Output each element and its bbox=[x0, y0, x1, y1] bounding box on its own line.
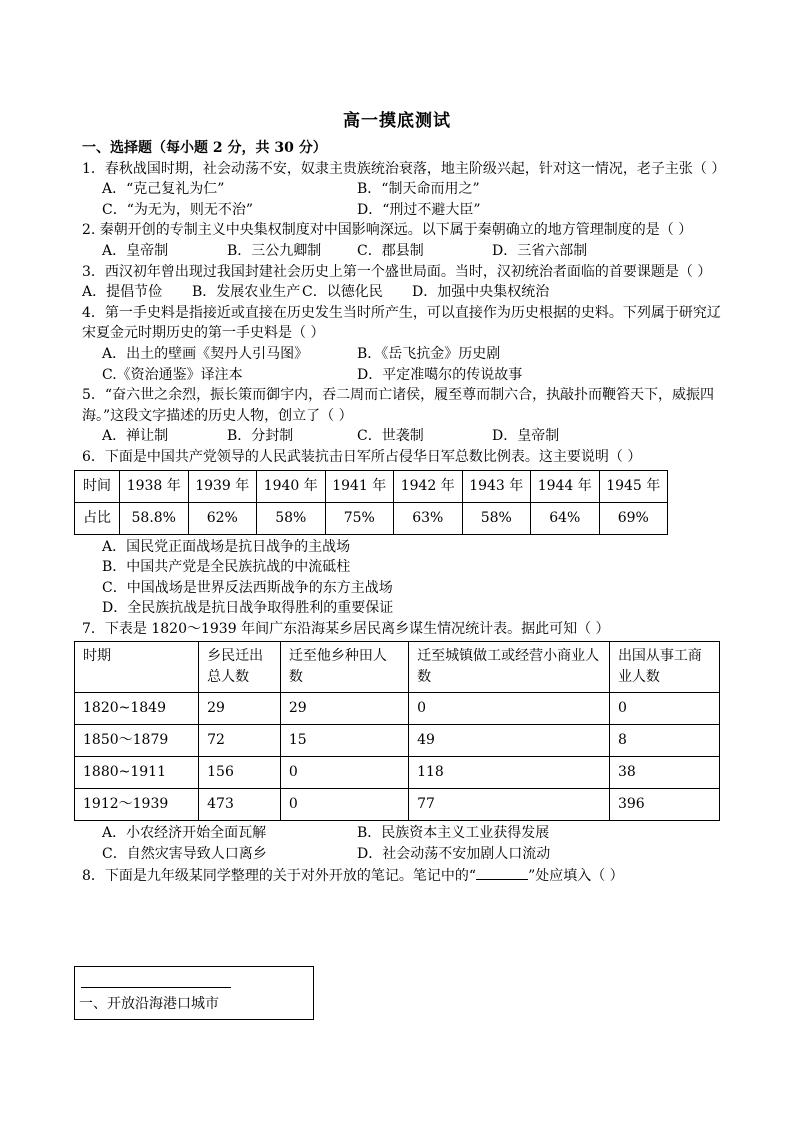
note-blank-line bbox=[81, 987, 231, 988]
table-cell: 1940 年 bbox=[257, 470, 326, 502]
question-1-stem: 1．春秋战国时期，社会动荡不安，奴隶主贵族统治衰落，地主阶级兴起，针对这一情况，老子主张（ ） bbox=[82, 160, 726, 177]
table-row bbox=[75, 757, 720, 789]
table-header-cell: 迁至他乡种田人数 bbox=[280, 642, 408, 693]
table-row bbox=[75, 502, 668, 534]
question-6-table bbox=[74, 470, 668, 535]
table-row bbox=[75, 693, 720, 725]
page-title: 高一摸底测试 bbox=[343, 111, 451, 131]
question-3-options bbox=[82, 282, 722, 303]
question-1-options bbox=[82, 179, 722, 220]
table-cell: 1820~1849 bbox=[75, 693, 199, 725]
option-c[interactable]: C．以德化民 bbox=[302, 284, 383, 301]
option-c[interactable]: C．中国战场是世界反法西斯战争的东方主战场 bbox=[102, 579, 393, 596]
option-b[interactable]: B．三公九卿制 bbox=[227, 242, 322, 259]
table-cell: 0 bbox=[609, 693, 719, 725]
question-4-options bbox=[82, 344, 722, 385]
question-6-options bbox=[82, 537, 722, 619]
table-row bbox=[75, 725, 720, 757]
table-header-row bbox=[75, 642, 720, 693]
table-cell: 118 bbox=[409, 757, 610, 789]
table-cell: 473 bbox=[199, 789, 281, 821]
option-a[interactable]: A．国民党正面战场是抗日战争的主战场 bbox=[102, 538, 351, 555]
table-cell: 396 bbox=[609, 789, 719, 821]
table-cell: 1938 年 bbox=[120, 470, 189, 502]
table-cell: 0 bbox=[280, 789, 408, 821]
table-cell: 58% bbox=[257, 502, 326, 534]
table-cell: 63% bbox=[394, 502, 463, 534]
question-3-stem: 3．西汉初年曾出现过我国封建社会历史上第一个盛世局面。当时，汉初统治者面临的首要课题是（ ） bbox=[82, 263, 712, 280]
option-b[interactable]: B．发展农业生产 bbox=[192, 284, 301, 301]
option-c[interactable]: C．“为无为，则无不治” bbox=[102, 201, 254, 218]
table-cell: 156 bbox=[199, 757, 281, 789]
option-d[interactable]: D．全民族抗战是抗日战争取得胜利的重要保证 bbox=[102, 600, 394, 617]
question-8-stem bbox=[82, 865, 722, 887]
option-b[interactable]: B．中国共产党是全民族抗战的中流砥柱 bbox=[102, 559, 351, 576]
table-cell: 49 bbox=[409, 725, 610, 757]
option-a[interactable]: A．皇帝制 bbox=[102, 242, 169, 259]
table-cell: 1939 年 bbox=[188, 470, 257, 502]
option-a[interactable]: A．出土的壁画《契丹人引马图》 bbox=[102, 345, 309, 362]
option-c[interactable]: C．自然灾害导致人口离乡 bbox=[102, 846, 267, 863]
table-header-cell: 乡民迁出总人数 bbox=[199, 642, 281, 693]
table-cell: 29 bbox=[199, 693, 281, 725]
option-b[interactable]: B．《岳飞抗金》历史剧 bbox=[357, 345, 501, 362]
table-row bbox=[75, 470, 668, 502]
answer-blank[interactable] bbox=[476, 865, 528, 880]
table-cell: 占比 bbox=[75, 502, 120, 534]
table-cell: 1942 年 bbox=[394, 470, 463, 502]
question-7-stem: 7．下表是 1820～1939 年间广东沿海某乡居民离乡谋生情况统计表。据此可知（ ） bbox=[82, 620, 610, 637]
table-cell: 1880~1911 bbox=[75, 757, 199, 789]
exam-content bbox=[82, 138, 726, 886]
option-c[interactable]: C．世袭制 bbox=[357, 428, 424, 445]
option-c[interactable]: C．郡县制 bbox=[357, 242, 424, 259]
question-7-options bbox=[82, 823, 722, 864]
question-5-options bbox=[82, 426, 722, 447]
table-cell: 58% bbox=[462, 502, 531, 534]
table-cell: 62% bbox=[188, 502, 257, 534]
option-d[interactable]: D．“刑过不避大臣” bbox=[357, 201, 481, 218]
table-cell: 58.8% bbox=[120, 502, 189, 534]
note-line: 一、开放沿海港口城市 bbox=[79, 996, 219, 1012]
option-d[interactable]: D．平定准噶尔的传说故事 bbox=[357, 366, 523, 383]
table-cell: 75% bbox=[325, 502, 394, 534]
question-8-stem-end: ”处应填入（ ） bbox=[528, 867, 624, 884]
table-cell: 1945 年 bbox=[599, 470, 668, 502]
option-a[interactable]: A．禅让制 bbox=[102, 428, 169, 445]
option-c[interactable]: C.《资治通鉴》译注本 bbox=[102, 366, 243, 383]
table-cell: 0 bbox=[409, 693, 610, 725]
option-d[interactable]: D．皇帝制 bbox=[492, 428, 560, 445]
note-box bbox=[74, 966, 314, 1020]
option-a[interactable]: A．“克己复礼为仁” bbox=[102, 181, 225, 198]
question-2-stem: 2. 秦朝开创的专制主义中央集权制度对中国影响深远。以下属于秦朝确立的地方管理制度的是（ ） bbox=[82, 222, 693, 239]
table-cell: 15 bbox=[280, 725, 408, 757]
table-header-cell: 时期 bbox=[75, 642, 199, 693]
table-cell: 69% bbox=[599, 502, 668, 534]
option-a[interactable]: A．提倡节俭 bbox=[82, 284, 163, 301]
table-row bbox=[75, 789, 720, 821]
question-5-stem: 5．“奋六世之余烈，振长策而御宇内，吞二周而亡诸侯，履至尊而制六合，执敲扑而鞭笞天下，威振四海。”这段文字描述的历史人物，创立了（ ） bbox=[82, 387, 715, 424]
option-a[interactable]: A．小农经济开始全面瓦解 bbox=[102, 825, 267, 842]
table-cell: 1941 年 bbox=[325, 470, 394, 502]
table-cell: 0 bbox=[280, 757, 408, 789]
table-header-cell: 迁至城镇做工或经营小商业人数 bbox=[409, 642, 610, 693]
table-cell: 时间 bbox=[75, 470, 120, 502]
table-cell: 1850～1879 bbox=[75, 725, 199, 757]
question-4-stem: 4．第一手史料是指接近或直接在历史发生当时所产生，可以直接作为历史根据的史料。下列属于研究辽宋夏金元时期历史的第一手史料是（ ） bbox=[82, 304, 721, 342]
table-header-cell: 出国从事工商业人数 bbox=[609, 642, 719, 693]
table-cell: 29 bbox=[280, 693, 408, 725]
question-2-options bbox=[82, 241, 722, 262]
section-heading: 一、选择题（每小题 2 分，共 30 分） bbox=[82, 140, 327, 156]
table-cell: 64% bbox=[531, 502, 600, 534]
table-cell: 1943 年 bbox=[462, 470, 531, 502]
table-cell: 1912～1939 bbox=[75, 789, 199, 821]
option-b[interactable]: B．分封制 bbox=[227, 428, 294, 445]
option-b[interactable]: B．民族资本主义工业获得发展 bbox=[357, 825, 550, 842]
option-d[interactable]: D．社会动荡不安加剧人口流动 bbox=[357, 846, 551, 863]
question-8-stem-start: 8．下面是九年级某同学整理的关于对外开放的笔记。笔记中的“ bbox=[82, 867, 477, 884]
table-cell: 38 bbox=[609, 757, 719, 789]
table-cell: 72 bbox=[199, 725, 281, 757]
table-cell: 1944 年 bbox=[531, 470, 600, 502]
question-6-stem: 6．下面是中国共产党领导的人民武装抗击日军所占侵华日军总数比例表。这主要说明（ ） bbox=[82, 448, 642, 465]
option-d[interactable]: D．三省六部制 bbox=[492, 242, 588, 259]
table-cell: 77 bbox=[409, 789, 610, 821]
option-d[interactable]: D．加强中央集权统治 bbox=[412, 284, 550, 301]
option-b[interactable]: B．“制天命而用之” bbox=[357, 181, 480, 198]
table-cell: 8 bbox=[609, 725, 719, 757]
question-7-table bbox=[74, 641, 720, 821]
